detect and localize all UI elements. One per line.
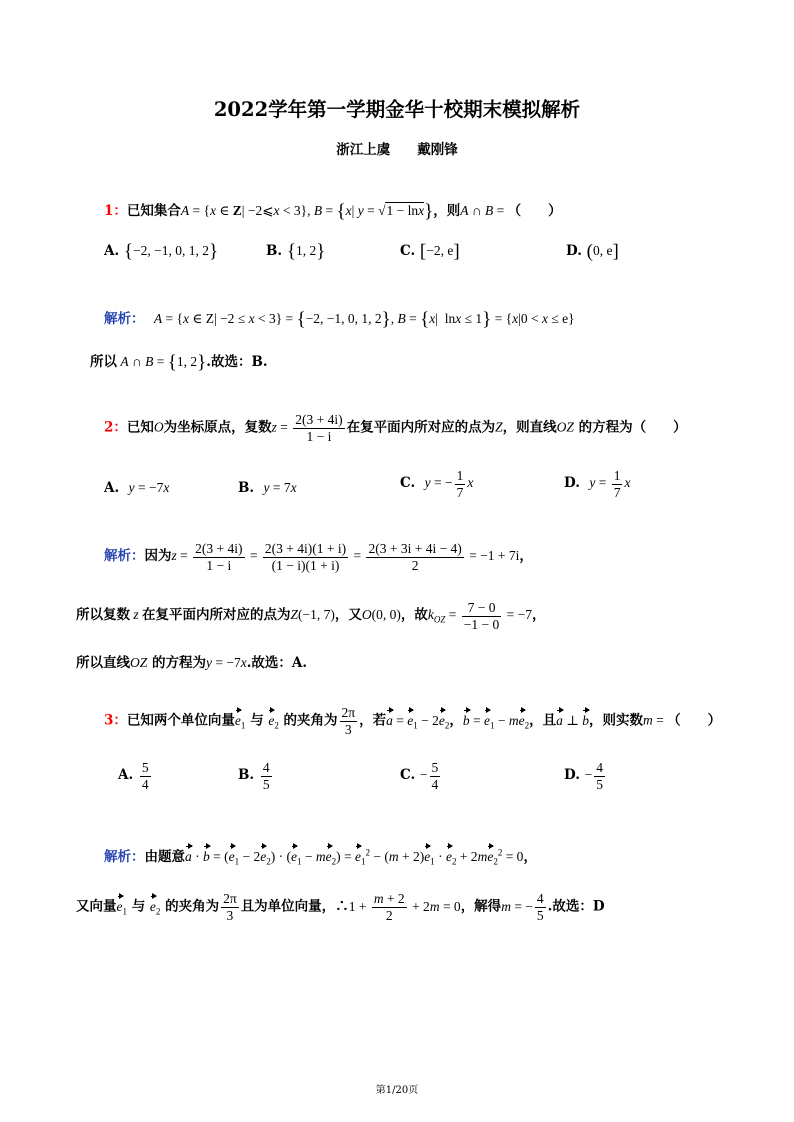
question-2-stem: 2：已知O为坐标原点，复数z = $\frac{2(3 + 4i)}{1 - i}$ 在复平面内所对应的点为Z，则直线OZ 的方程为（ ） (104, 412, 687, 444)
question-1-number: 1： (104, 203, 127, 219)
question-3-stem: 3：已知两个单位向量$e_1$ 与 $e_2$ 的夹角为 $\frac{2\pi}{3}$ ，若$a = e_1 - 2e_2$，$b = e_1 - me_2$，且a ⊥ b，则实数m = （ ） (104, 705, 722, 737)
author-line: 浙江上虞 戴刚锋 (336, 142, 458, 158)
question-3-option-a: A. $\frac{5}{4}$ (118, 760, 149, 792)
analysis-label: 解析： (104, 311, 145, 327)
question-3-option-c: C. − $\frac{5}{4}$ (400, 760, 439, 792)
question-2-option-d: D. y = $\frac{1}{7}$ x (564, 468, 631, 500)
question-1-option-b: B. {1, 2} (266, 241, 326, 262)
question-3-number: 3： (104, 712, 127, 729)
question-1-option-c: C. [−2, e] (400, 241, 460, 262)
page-number: 第1/20页 (375, 1085, 419, 1096)
question-2-option-c: C. y = − $\frac{1}{7}$ x (400, 468, 474, 500)
question-3-option-d: D. − $\frac{4}{5}$ (564, 760, 604, 792)
question-1-analysis: 解析： A = {x ∈ Z| −2 ≤ x < 3} = {−2, −1, 0, 1, 2}, B = {x| lnx ≤ 1} = {x|0 < x ≤ e} (104, 309, 575, 330)
question-1-conclusion: 所以 A ∩ B = {1, 2}.故选：B. (90, 352, 268, 373)
analysis-label: 解析： (104, 849, 145, 865)
analysis-label: 解析： (104, 548, 145, 565)
question-1-stem: 1：已知集合A = {x ∈ Z| −2⩽x < 3}, B = {x| y = √1 − lnx}，则A ∩ B = （ ） (104, 201, 562, 222)
question-3-option-b: B. $\frac{4}{5}$ (238, 760, 270, 792)
question-2-analysis-line-2: 所以复数 z 在复平面内所对应的点为Z(−1, 7)，又O(0, 0)，故$k_{OZ}$ = $\frac{7 - 0}{-1 - 0}$ = −7， (76, 600, 546, 632)
question-1-option-a: A. {−2, −1, 0, 1, 2} (104, 241, 219, 262)
question-2-number: 2： (104, 419, 127, 436)
question-3-analysis-line-2: 又向量$e_1$ 与 $e_2$ 的夹角为 $\frac{2\pi}{3}$ 且为单位向量，∴1 + $\frac{m + 2}{2}$ + 2m = 0，解得m = − $\frac{4}{5}$ .故选：D (76, 891, 605, 923)
question-2-option-b: B. y = 7x (238, 480, 297, 496)
question-2-analysis-line-3: 所以直线OZ 的方程为y = −7x.故选：A. (76, 655, 308, 671)
question-1-option-d: D. (0, e] (566, 241, 619, 262)
question-2-analysis: 解析：因为z = $\frac{2(3 + 4i)}{1 - i}$ = $\frac{2(3 + 4i)(1 + i)}{(1 - i)(1 + i)}$ = $\frac{2(3 + 3i + 4i - 4)}{2}$ = −1 + 7i， (104, 541, 533, 573)
page-title: 2022学年第一学期金华十校期末模拟解析 (213, 98, 581, 121)
question-3-analysis: 解析：由题意$a \cdot b = (e_1 - 2e_2) \cdot (e_1 - me_2) = e_1^2 - (m + 2)e_1 \cdot e_2 + 2me_2^2 = 0$， (104, 847, 537, 867)
question-2-option-a: A. y = −7x (104, 480, 170, 496)
